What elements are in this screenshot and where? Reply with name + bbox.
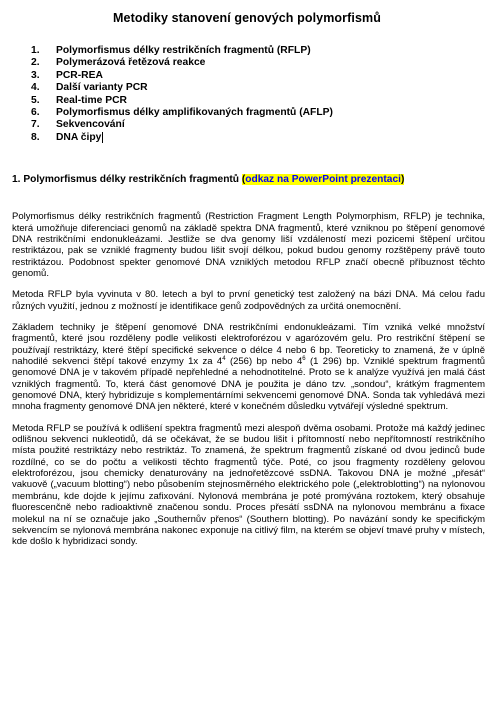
toc-item: 2. Polymerázová řetězová reakce — [31, 57, 206, 69]
toc-label: DNA čipy — [56, 131, 102, 143]
paragraph-rflp-technique: Základem techniky je štěpení genomové DNA restrikčními endonukleázami. Tím vzniká velké množství fragmentů, které jsou rozděleny podle velikosti elektroforézou v agarózovém gelu. Pro restrikční štěpení se používají restriktázy, které štěpí specifické sekvence o délce 4 nebo 6 bp. Teoreticky to znamená, že v úplně nahodilé sekvenci štěpí takové enzymy 1x za $4^4$ (256) bp nebo $4^6$ (1 296) bp. Vzniklé spektrum fragmentů genomové DNA je v takovém případě nepřehledné a nehodnotitelné. Proto se k analýze využívá jen malá část vzniklých fragmentů. To, která část genomové DNA je použita je dáno tzv. „sondou“, krátkým fragmentem genomové DNA, který hybridizuje s komplementárními sekvencemi genomové DNA. Sonda tak vyhledává mezi mnoha fragmenty genomové DNA jen některé, které v konečném důsledku vytvářejí výsledné spektrum. — [12, 322, 486, 413]
toc-item: 8. DNA čipy — [31, 131, 102, 143]
toc-item: 7. Sekvencování — [31, 119, 125, 131]
toc-item: 1. Polymorfismus délky restrikčních fragmentů (RFLP) — [31, 45, 311, 56]
toc-label: Sekvencování — [56, 119, 125, 131]
page-title: Metodiky stanovení genových polymorfismů — [113, 11, 381, 25]
paragraph-rflp-definition: Polymorfismus délky restrikčních fragmentů (Restriction Fragment Length Polymorphism, RFLP) je technika, která umožňuje diferenciaci genomů na základě spektra DNA fragmentů, které vzniknou po štěpení genomové DNA restrikčními endonukleázami. Jestliže se dva genomy liší vzdáleností mezi pozicemi štěpení určitou restriktázou, pak se vzniklé fragmenty budou lišit svojí délkou, pokud budou genomy rozštěpeny právě touto restriktázou. Podobnost spekter genomové DNA vzniklých metodou RFLP značí obecně příbuznost těchto genomů. — [12, 211, 485, 279]
paragraph-rflp-history: Metoda RFLP byla vyvinuta v 80. letech a byl to první genetický test založený na bázi DNA. Má celou řadu různých využití, jednou z možností je identifikace genů zodpovědných za určitá onemocnění. — [12, 289, 485, 312]
section-heading: 1. Polymorfismus délky restrikčních fragmentů (odkaz na PowerPoint prezentaci) — [12, 174, 405, 186]
powerpoint-link[interactable]: odkaz na PowerPoint prezentaci — [245, 174, 401, 186]
highlighted-link[interactable]: (odkaz na PowerPoint prezentaci) — [241, 174, 405, 186]
table-of-contents — [9, 45, 485, 144]
toc-label: Polymerázová řetězová reakce — [56, 57, 206, 69]
toc-item: 3. PCR-REA — [31, 69, 103, 81]
toc-label: Polymorfismus délky restrikčních fragmentů (RFLP) — [56, 45, 311, 56]
paragraph-rflp-usage: Metoda RFLP se používá k odlišení spektra fragmentů mezi alespoň dvěma osobami. Protože má každý jedinec odlišnou sekvenci nukleotidů, dá se očekávat, že se budou lišit i přítomností nebo nepřítomností restrikčního místa použité restriktázy nebo restriktáz. To znamená, že spektrum fragmentů získané od dvou jedinců bude rozdílné, co se do počtu a velikosti těchto fragmentů týče. Poté, co jsou fragmenty rozděleny gelovou elektroforézou, jsou chemicky denaturovány na jednořetězcové ssDNA. Takovou DNA je možné „přesát“ vakuově („vacuum blotting“) nebo působením stejnosměrného elektrického pole („elektroblotting“) na nylonovou membránu, kde dojde k jejímu zafixování. Nylonová membrána je poté promývána roztokem, který obsahuje fluorescenčně nebo radioaktivně značenou sondu. Proces přesátí ssDNA na nylonovou membránu a fixace molekul na ní se označuje jako „Southernův přenos“ (Southern blotting). Po navázání sondy ke specifickým sekvencím se nylonová membrána nakonec exponuje na citlivý film, na kterém se objeví tmavé pruhy v místech, kde došlo k hybridizaci sondy. — [12, 422, 485, 548]
toc-item: 5. Real-time PCR — [31, 94, 127, 106]
toc-label: Další varianty PCR — [56, 82, 148, 94]
toc-label: PCR-REA — [56, 69, 103, 81]
toc-item: 6. Polymorfismus délky amplifikovaných fragmentů (AFLP) — [31, 107, 333, 119]
toc-label: Real-time PCR — [56, 94, 127, 106]
toc-label: Polymorfismus délky amplifikovaných fragmentů (AFLP) — [56, 107, 333, 119]
text-cursor — [102, 132, 103, 143]
toc-item: 4. Další varianty PCR — [31, 82, 148, 94]
